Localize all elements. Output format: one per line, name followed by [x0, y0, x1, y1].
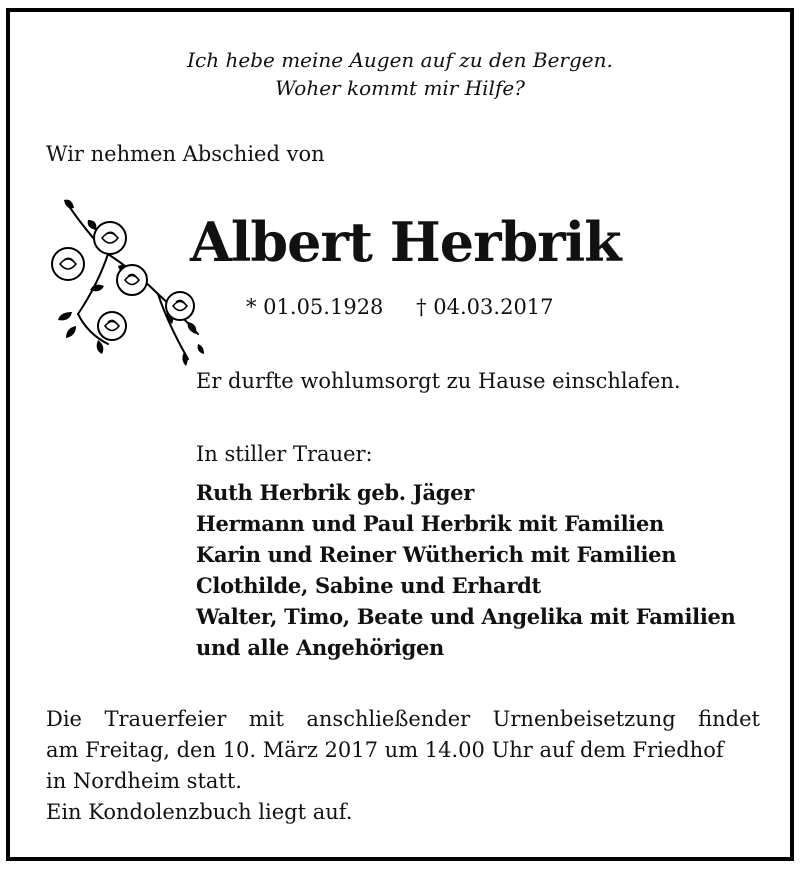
mourners-list — [196, 477, 736, 663]
intro-text: Wir nehmen Abschied von — [46, 142, 325, 166]
passing-note: Er durfte wohlumsorgt zu Hause einschlafen. — [196, 369, 681, 393]
service-line-3: in Nordheim statt. — [46, 769, 242, 793]
funeral-service-text — [46, 704, 760, 828]
mourner-name: Karin und Reiner Wütherich mit Familien — [196, 542, 677, 567]
birth-date: * 01.05.1928 — [246, 295, 384, 319]
mourner-name: Hermann und Paul Herbrik mit Familien — [196, 511, 664, 536]
verse-line-1: Ich hebe meine Augen auf zu den Bergen. — [187, 48, 613, 72]
roses-branch-icon — [48, 194, 208, 366]
service-line-2: am Freitag, den 10. März 2017 um 14.00 Uhr auf dem Friedhof — [46, 738, 724, 762]
bible-verse — [10, 46, 790, 102]
deceased-name: Albert Herbrik — [190, 210, 621, 274]
mourner-name: Clothilde, Sabine und Erhardt — [196, 573, 541, 598]
verse-line-2: Woher kommt mir Hilfe? — [275, 76, 525, 100]
death-date: † 04.03.2017 — [416, 295, 554, 319]
service-line-4: Ein Kondolenzbuch liegt auf. — [46, 800, 353, 824]
mourning-label: In stiller Trauer: — [196, 442, 373, 466]
mourner-name: Walter, Timo, Beate und Angelika mit Familien — [196, 604, 736, 629]
mourner-name: und alle Angehörigen — [196, 635, 444, 660]
life-dates — [246, 295, 554, 319]
mourner-name: Ruth Herbrik geb. Jäger — [196, 480, 474, 505]
obituary-frame — [6, 8, 794, 861]
service-line-1: Die Trauerfeier mit anschließender Urnenbeisetzung findet — [46, 707, 760, 731]
